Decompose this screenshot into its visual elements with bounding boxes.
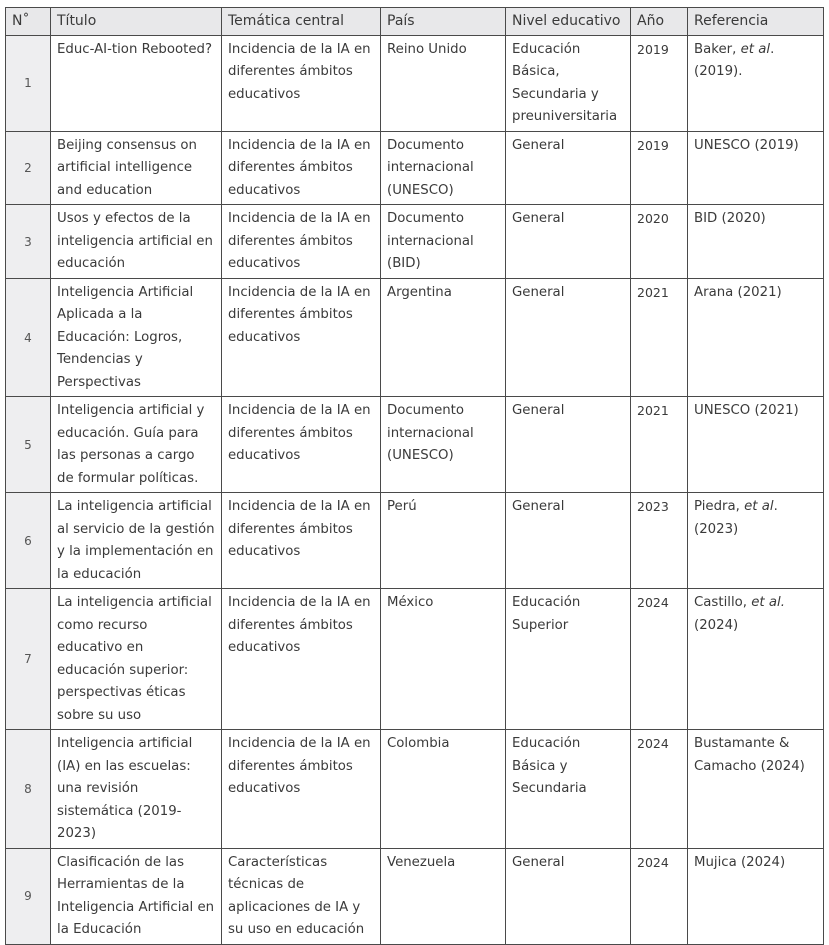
row-number: 1 (6, 35, 51, 131)
cell-title: Educ-AI-tion Rebooted? (51, 35, 222, 131)
cell-year: 2024 (631, 589, 688, 730)
cell-country: Argentina (381, 278, 506, 397)
row-number: 4 (6, 278, 51, 397)
row-number: 3 (6, 205, 51, 279)
cell-country: Perú (381, 493, 506, 589)
cell-year: 2021 (631, 278, 688, 397)
reference-pre-text: Bustamante & Camacho (2024) (694, 736, 805, 774)
table-row (6, 493, 824, 589)
studies-table (5, 7, 824, 945)
cell-level: General (506, 848, 631, 944)
header-year: Año (631, 8, 688, 36)
reference-pre-text: Castillo, (694, 595, 752, 610)
row-number: 6 (6, 493, 51, 589)
cell-title: Beijing consensus on artificial intelligence and education (51, 131, 222, 205)
cell-level: General (506, 131, 631, 205)
cell-theme: Incidencia de la IA en diferentes ámbitos educativos (222, 397, 381, 493)
reference-pre-text: UNESCO (2021) (694, 403, 799, 418)
cell-theme: Características técnicas de aplicaciones de IA y su uso en educación (222, 848, 381, 944)
cell-level: Educación Básica, Secundaria y preuniversitaria (506, 35, 631, 131)
header-title: Título (51, 8, 222, 36)
table-row (6, 848, 824, 944)
cell-level: General (506, 205, 631, 279)
reference-pre-text: BID (2020) (694, 211, 766, 226)
cell-country: Documento internacional (UNESCO) (381, 397, 506, 493)
cell-theme: Incidencia de la IA en diferentes ámbitos educativos (222, 205, 381, 279)
reference-pre-text: Baker, (694, 41, 741, 57)
header-number: N˚ (6, 8, 51, 36)
cell-reference (688, 589, 824, 730)
reference-it-text: et al. (751, 595, 785, 610)
cell-reference (688, 730, 824, 849)
cell-level: General (506, 493, 631, 589)
table-row (6, 131, 824, 205)
cell-reference (688, 35, 824, 131)
cell-title: La inteligencia artificial como recurso educativo en educación superior: perspectivas éticas sobre su uso (51, 589, 222, 730)
cell-year: 2024 (631, 730, 688, 849)
table-body (6, 35, 824, 944)
row-number: 7 (6, 589, 51, 730)
cell-theme: Incidencia de la IA en diferentes ámbitos educativos (222, 493, 381, 589)
cell-level: Educación Superior (506, 589, 631, 730)
reference-it-text: et al (744, 499, 774, 514)
cell-reference (688, 397, 824, 493)
reference-post-text: (2024) (694, 617, 739, 633)
cell-theme: Incidencia de la IA en diferentes ámbitos educativos (222, 278, 381, 397)
cell-country: Venezuela (381, 848, 506, 944)
cell-year: 2024 (631, 848, 688, 944)
cell-level: General (506, 397, 631, 493)
table-row (6, 730, 824, 849)
cell-country: Reino Unido (381, 35, 506, 131)
reference-pre-text: UNESCO (2019) (694, 137, 799, 153)
table-row (6, 589, 824, 730)
table-header (6, 8, 824, 36)
row-number: 2 (6, 131, 51, 205)
cell-theme: Incidencia de la IA en diferentes ámbitos educativos (222, 730, 381, 849)
header-reference: Referencia (688, 8, 824, 36)
row-number: 5 (6, 397, 51, 493)
cell-reference (688, 278, 824, 397)
cell-year: 2019 (631, 35, 688, 131)
table-row (6, 35, 824, 131)
cell-theme: Incidencia de la IA en diferentes ámbitos educativos (222, 589, 381, 730)
table-row (6, 278, 824, 397)
cell-title: Usos y efectos de la inteligencia artificial en educación (51, 205, 222, 279)
reference-pre-text: Piedra, (694, 499, 745, 514)
reference-it-text: et al (740, 41, 771, 57)
cell-reference (688, 848, 824, 944)
cell-level: General (506, 278, 631, 397)
cell-year: 2023 (631, 493, 688, 589)
cell-country: Documento internacional (BID) (381, 205, 506, 279)
cell-level: Educación Básica y Secundaria (506, 730, 631, 849)
cell-reference (688, 205, 824, 279)
cell-theme: Incidencia de la IA en diferentes ámbitos educativos (222, 35, 381, 131)
cell-year: 2020 (631, 205, 688, 279)
table-row (6, 205, 824, 279)
cell-reference (688, 131, 824, 205)
cell-country: México (381, 589, 506, 730)
cell-title: Inteligencia Artificial Aplicada a la Educación: Logros, Tendencias y Perspectivas (51, 278, 222, 397)
table-row (6, 397, 824, 493)
row-number: 9 (6, 848, 51, 944)
cell-country: Colombia (381, 730, 506, 849)
reference-post-text: . (2019). (694, 41, 775, 79)
cell-country: Documento internacional (UNESCO) (381, 131, 506, 205)
cell-year: 2019 (631, 131, 688, 205)
cell-reference (688, 493, 824, 589)
cell-theme: Incidencia de la IA en diferentes ámbitos educativos (222, 131, 381, 205)
cell-title: Inteligencia artificial (IA) en las escuelas: una revisión sistemática (2019-2023) (51, 730, 222, 849)
header-level: Nivel educativo (506, 8, 631, 36)
row-number: 8 (6, 730, 51, 849)
cell-title: Inteligencia artificial y educación. Guía para las personas a cargo de formular políticas. (51, 397, 222, 493)
header-country: País (381, 8, 506, 36)
cell-title: Clasificación de las Herramientas de la Inteligencia Artificial en la Educación (51, 848, 222, 944)
reference-pre-text: Mujica (2024) (694, 854, 786, 870)
cell-title: La inteligencia artificial al servicio de la gestión y la implementación en la educación (51, 493, 222, 589)
header-theme: Temática central (222, 8, 381, 36)
header-row (6, 8, 824, 36)
reference-post-text: . (2023) (694, 499, 778, 537)
reference-pre-text: Arana (2021) (694, 284, 782, 300)
cell-year: 2021 (631, 397, 688, 493)
